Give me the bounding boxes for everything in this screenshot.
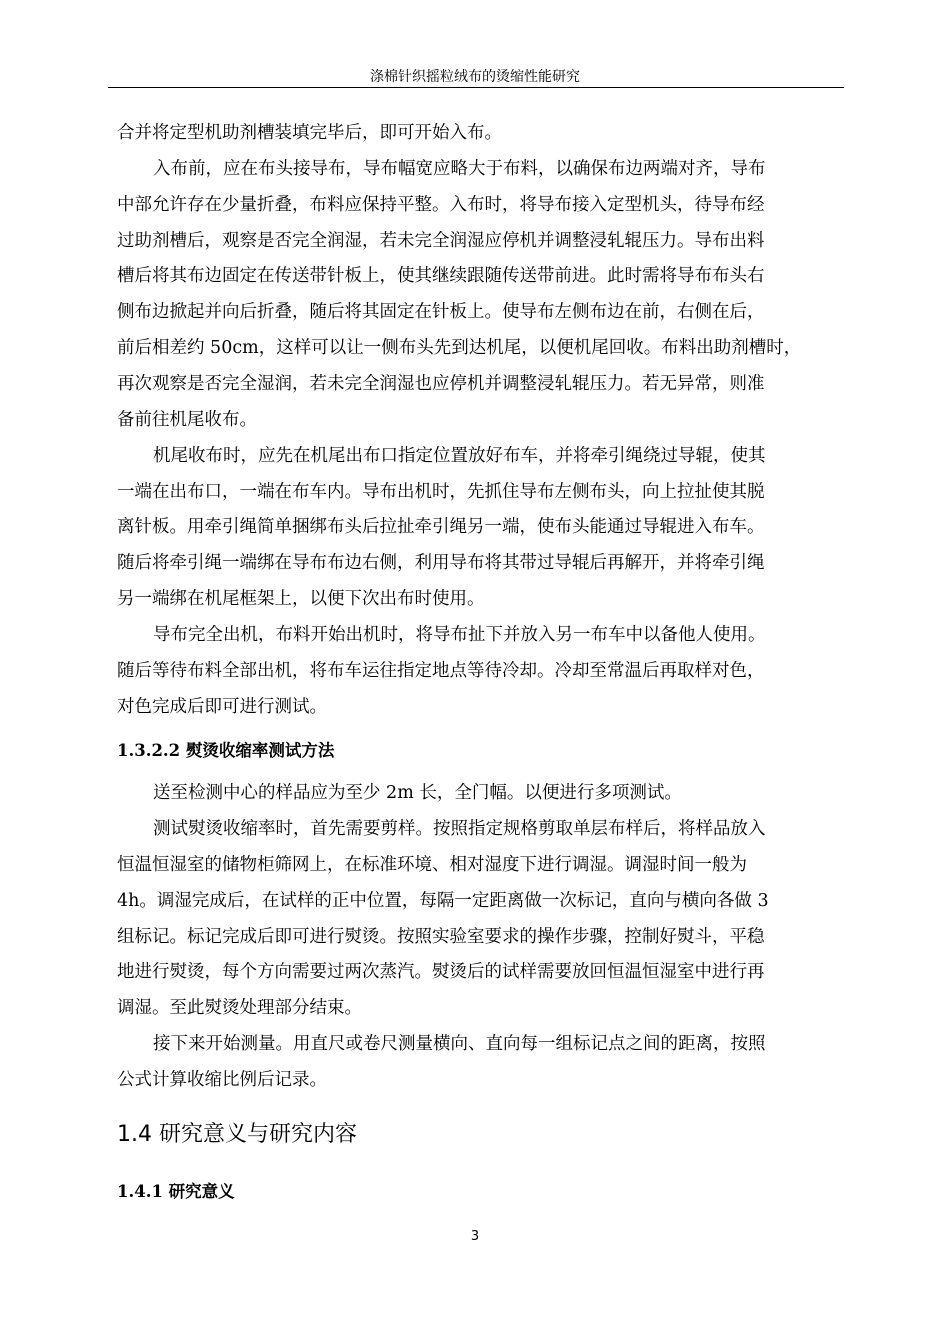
body-line: 合并将定型机助剂槽装填完毕后，即可开始入布。 bbox=[117, 123, 502, 143]
body-line: 地进行熨烫，每个方向需要过两次蒸汽。熨烫后的试样需要放回恒温恒湿室中进行再 bbox=[117, 962, 765, 982]
body-line: 组标记。标记完成后即可进行熨烫。按照实验室要求的操作步骤，控制好熨斗，平稳 bbox=[117, 927, 765, 947]
body-line: 公式计算收缩比例后记录。 bbox=[117, 1070, 327, 1090]
body-line: 另一端绑在机尾框架上，以便下次出布时使用。 bbox=[117, 589, 485, 609]
body-line: 入布前，应在布头接导布，导布幅宽应略大于布料，以确保布边两端对齐，导布 bbox=[153, 159, 766, 179]
subsection-heading: 1.4.1 研究意义 bbox=[117, 1182, 235, 1201]
body-line: 随后等待布料全部出机，将布车运往指定地点等待冷却。冷却至常温后再取样对色， bbox=[117, 661, 765, 681]
body-line: 备前往机尾收布。 bbox=[117, 410, 257, 430]
header-rule bbox=[108, 87, 844, 88]
body-line: 随后将牵引绳一端绑在导布布边右侧，利用导布将其带过导辊后再解开，并将牵引绳 bbox=[117, 553, 765, 573]
page-number: 3 bbox=[470, 1229, 480, 1244]
body-line: 前后相差约 50cm，这样可以让一侧布头先到达机尾，以便机尾回收。布料出助剂槽时， bbox=[117, 338, 802, 358]
body-line: 一端在出布口，一端在布车内。导布出机时，先抓住导布左侧布头，向上拉扯使其脱 bbox=[117, 482, 765, 502]
body-line: 槽后将其布边固定在传送带针板上，使其继续跟随传送带前进。此时需将导布布头右 bbox=[117, 266, 765, 286]
subsection-heading: 1.3.2.2 熨烫收缩率测试方法 bbox=[117, 741, 335, 760]
body-line: 再次观察是否完全湿润，若未完全润湿也应停机并调整浸轧辊压力。若无异常，则准 bbox=[117, 374, 765, 394]
body-line: 机尾收布时，应先在机尾出布口指定位置放好布车，并将牵引绳绕过导辊，使其 bbox=[153, 446, 766, 466]
body-line: 对色完成后即可进行测试。 bbox=[117, 697, 327, 717]
body-line: 导布完全出机，布料开始出机时，将导布扯下并放入另一布车中以备他人使用。 bbox=[153, 625, 766, 645]
body-line: 恒温恒湿室的储物柜筛网上，在标准环境、相对湿度下进行调湿。调湿时间一般为 bbox=[117, 855, 747, 875]
body-line: 过助剂槽后，观察是否完全润湿，若未完全润湿应停机并调整浸轧辊压力。导布出料 bbox=[117, 231, 765, 251]
body-line: 4h。调湿完成后，在试样的正中位置，每隔一定距离做一次标记，直向与横向各做 3 bbox=[117, 891, 769, 911]
body-line: 中部允许存在少量折叠，布料应保持平整。入布时，将导布接入定型机头，待导布经 bbox=[117, 195, 765, 215]
body-line: 调湿。至此熨烫处理部分结束。 bbox=[117, 998, 362, 1018]
body-line: 接下来开始测量。用直尺或卷尺测量横向、直向每一组标记点之间的距离，按照 bbox=[153, 1034, 766, 1054]
body-line: 送至检测中心的样品应为至少 2m 长，全门幅。以便进行多项测试。 bbox=[153, 783, 682, 803]
body-line: 侧布边掀起并向后折叠，随后将其固定在针板上。使导布左侧布边在前，右侧在后， bbox=[117, 302, 765, 322]
section-heading: 1.4 研究意义与研究内容 bbox=[117, 1122, 357, 1147]
body-line: 测试熨烫收缩率时，首先需要剪样。按照指定规格剪取单层布样后，将样品放入 bbox=[153, 819, 766, 839]
running-header-title: 涤棉针织摇粒绒布的烫缩性能研究 bbox=[370, 69, 580, 85]
body-line: 离针板。用牵引绳简单捆绑布头后拉扯牵引绳另一端，使布头能通过导辊进入布车。 bbox=[117, 517, 765, 537]
